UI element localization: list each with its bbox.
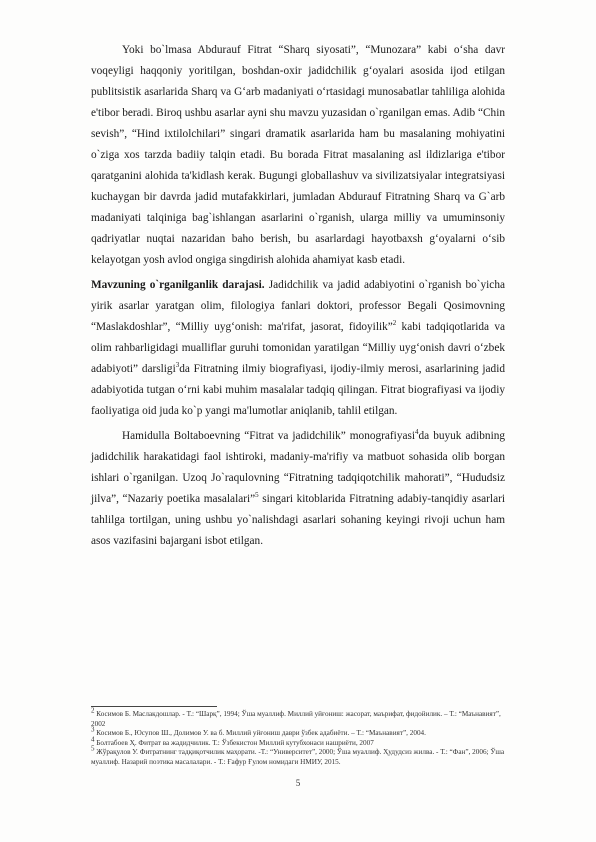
paragraph-research-degree [91, 275, 505, 422]
footnote-ref: 2 [392, 319, 397, 328]
paragraph-boltaboev [91, 426, 505, 552]
page-number: 5 [295, 778, 301, 788]
paragraph-text: singari kitoblarida Fitratning adabiy-tanqidiy asarlari tahlilga tortilgan, uning ushbu yo`nalishdagi asarlari sohaning keyingi rivoji uchun ham asos vazifasini bajargani isbot etilgan. [91, 493, 505, 547]
footnote-number: 3 [91, 725, 95, 734]
footnotes [91, 706, 505, 767]
footnote-number: 2 [91, 706, 95, 715]
page-body [91, 40, 505, 552]
footnote-ref: 3 [175, 361, 180, 370]
footnote-ref: 5 [255, 491, 259, 500]
footnote [91, 735, 505, 749]
paragraph-text: Jadidchilik va jadid adabiyotini o`rganish bo`yicha yirik asarlar yaratgan olim, filologiya fanlari doktori, professor Begali Qosimovning “Maslakdoshlar”, “Milliy uyg‘onish: ma'rifat, jasorat, fidoyilik” [91, 279, 505, 333]
footnote [91, 725, 505, 739]
paragraph-intro: Yoki bo`lmasa Abdurauf Fitrat “Sharq siyosati”, “Munozara” kabi o‘sha davr voqeyligi haqqoniy yoritilgan, boshdan-oxir jadidchilik g‘oyalari asosida ijod etilgan publitsistik asarlarida Sharq va G‘arb madaniyati o‘rtasidagi munosabatlar tahliliga alohida e'tibor beradi. Biroq ushbu asarlar ayni shu mavzu yuzasidan o`rganilgan emas. Adib “Chin sevish”, “Hind ixtilolchilari” singari dramatik asarlarida ham bu masalaning mohiyatini o`ziga xos tarzda badiiy talqin etadi. Bu borada Fitrat masalaning asl ildizlariga e'tibor qaratganini alohida ta'kidlash kerak. Bugungi globallashuv va sivilizatsiyalar integratsiyasi kuchaygan bir davrda jadid mutafakkirlari, jumladan Abdurauf Fitratning Sharq va G`arb madaniyati talqiniga bag`ishlangan asarlarini o`rganish, ularga milliy va umuminsoniy qadriyatlar nuqtai nazaridan baho berish, bu asarlardagi hayotbaxsh g‘oyalarni o‘sib kelayotgan yosh avlod ongiga singdirish alohida ahamiyat kasb etadi. [91, 44, 505, 266]
footnote-text: Жўрақулов У. Фитратнинг тадқиқотчилик маҳорати. -Т.: “Университет”, 2000; Ўша муаллиф. Ҳудудсиз жилва. - Т.: “Фан”, 2006; Ўша муаллиф. Назарий поэтика масалалари. - Т.: Ғафур Ғулом номидаги НМИУ, 2015. [91, 748, 505, 766]
footnote-divider [91, 706, 217, 707]
footnote-text: Косимов Б. Маслакдошлар. - Т.: “Шарқ”, 1994; Ўша муаллиф. Миллий уйғониш: жасорат, маърифат, фидойилик. – Т.: “Маънавият”, 2002 [91, 710, 501, 728]
footnote-text: Косимов Б., Юсупов Ш., Долимов У. ва б. Миллий уйғониш даври ўзбек адабиёти. – Т.: “Маънавият”, 2004. [94, 729, 426, 737]
paragraph-text: da buyuk adibning jadidchilik harakatidagi faol ishtiroki, madaniy-ma'rifiy va matbuot sohasida olib borgan ishlari o`rganilgan. Uzoq Jo`raqulovning “Fitratning tadqiqotchilik mahorati”, “Hududsiz jilva”, “Nazariy poetika masalalari” [91, 430, 506, 505]
footnote [91, 744, 505, 767]
footnote [91, 706, 505, 729]
paragraph-text: da Fitratning ilmiy biografiyasi, ijodiy-ilmiy merosi, asarlarining jadid adabiyotida tutgan o‘rni kabi muhim masalalar tadqiq qilingan. Fitrat biografiyasi va ijodiy faoliyatiga oid juda ko`p yangi ma'lumotlar aniqlanib, tahlil etilgan. [91, 363, 505, 417]
footnote-number: 5 [91, 744, 95, 753]
paragraph-text: Hamidulla Boltaboevning “Fitrat va jadidchilik” monografiyasi [122, 430, 416, 442]
footnote-text: Болтабоев Ҳ. Фитрат ва жадидчилик. Т.: Ўзбекистон Миллий кутубхонаси нашриёти, 2007 [94, 738, 374, 747]
paragraph-text: kabi tadqiqotlarida va olim rahbarligidagi mualliflar guruhi tomonidan yaratilgan “Milliy uyg‘onish davri o‘zbek adabiyoti” darsligi [91, 321, 505, 375]
footnote-number: 4 [91, 735, 95, 744]
footnote-ref: 4 [415, 428, 419, 437]
section-heading: Mavzuning o`rganilganlik darajasi. [91, 279, 265, 291]
